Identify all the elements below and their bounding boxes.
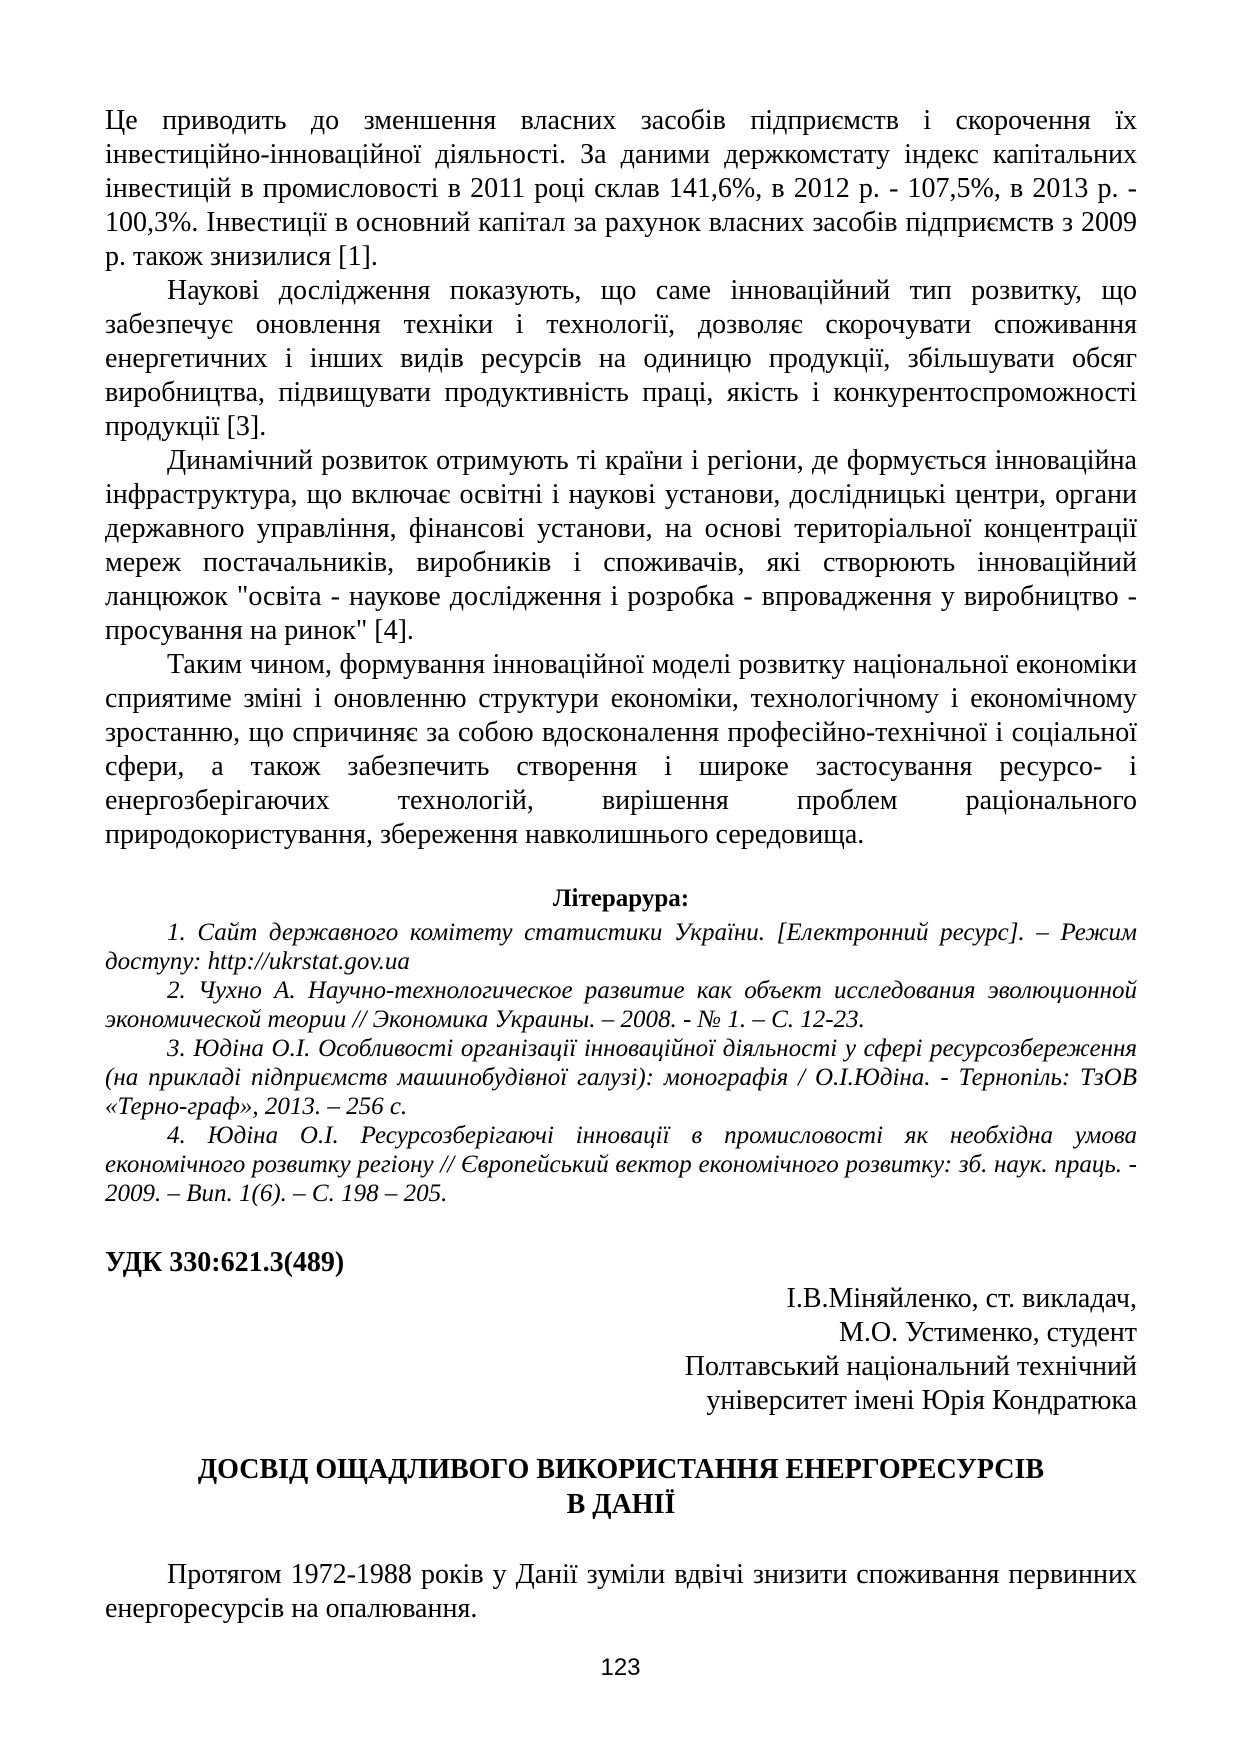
author-line-2: М.О. Устименко, студент [839, 1317, 1137, 1348]
affiliation-line-1: Полтавський національний технічний [684, 1351, 1137, 1382]
paragraph-research: Наукові дослідження показують, що саме інноваційний тип розвитку, що забезпечує оновлення техніки і технології, дозволяє скорочувати споживання енергетичних і інших видів ресурсів на одиницю продукції, збільшувати обсяг виробництва, підвищувати продуктивність праці, якість і конкурентоспроможності продукції [3]. [105, 275, 1137, 442]
paragraph-continuation: Це приводить до зменшення власних засобів підприємств і скорочення їх інвестиційно-інноваційної діяльності. За даними держкомстату індекс капітальних інвестицій в промисловості в 2011 році склав 141,6%, в 2012 р. - 107,5%, в 2013 р. - 100,3%. Інвестиції в основний капітал за рахунок власних засобів підприємств з 2009 р. також знизилися [1]. [105, 105, 1137, 272]
article-title [105, 1452, 1137, 1522]
body-text [105, 104, 1137, 852]
reference-item-1: 1. Сайт державного комітету статистики України. [Електронний ресурс]. – Режим доступу: http://ukrstat.gov.ua [105, 919, 1137, 975]
paragraph-conclusion: Таким чином, формування інноваційної моделі розвитку національної економіки сприятиме зміні і оновленню структури економіки, технологічному і економічному зростанню, що спричиняє за собою вдосконалення професійно-технічної і соціальної сфери, а також забезпечить створення і широке застосування ресурсо- і енергозберігаючих технологій, вирішення проблем раціонального природокористування, збереження навколишнього середовища. [105, 649, 1137, 850]
reference-item-3: 3. Юдіна О.І. Особливості організації інноваційної діяльності у сфері ресурсозбереження (на прикладі підприємств машинобудівної галузі): монографія / О.І.Юдіна. - Тернопіль: ТзОВ «Терно-граф», 2013. – 256 с. [105, 1035, 1137, 1120]
reference-item-2: 2. Чухно А. Научно-технологическое развитие как объект исследования эволюционной экономической теории // Экономика Украины. – 2008. - № 1. – С. 12-23. [105, 977, 1137, 1033]
reference-item-4: 4. Юдіна О.І. Ресурсозберігаючі інновації в промисловості як необхідна умова економічного розвитку регіону // Європейський вектор економічного розвитку: зб. наук. праць. - 2009. – Вип. 1(6). – С. 198 – 205. [105, 1122, 1137, 1207]
affiliation-line-2: університет імені Юрія Кондратюка [706, 1385, 1137, 1416]
article-title-line-2: В ДАНІЇ [566, 1489, 676, 1520]
udc-code: УДК 330:621.3(489) [105, 1247, 345, 1278]
author-block [105, 1282, 1137, 1418]
literature-heading: Літерарура: [552, 885, 690, 912]
intro-paragraph: Протягом 1972-1988 років у Данії зуміли вдвічі знизити споживання первинних енергоресурсів на опалювання. [105, 1559, 1137, 1624]
paragraph-dynamic-development: Динамічний розвиток отримують ті країни і регіони, де формується інноваційна інфраструктура, що включає освітні і наукові установи, дослідницькі центри, органи державного управління, фінансові установи, на основі територіальної концентрації мереж постачальників, виробників і споживачів, які створюють інноваційний ланцюжок "освіта - наукове дослідження і розробка - впровадження у виробництво - просування на ринок" [4]. [105, 445, 1137, 646]
page-number: 123 [600, 1654, 641, 1681]
reference-list [105, 918, 1137, 1208]
article-title-line-1: ДОСВІД ОЩАДЛИВОГО ВИКОРИСТАННЯ ЕНЕРГОРЕСУРСІВ [197, 1454, 1045, 1485]
author-line-1: І.В.Міняйленко, ст. викладач, [786, 1283, 1137, 1314]
